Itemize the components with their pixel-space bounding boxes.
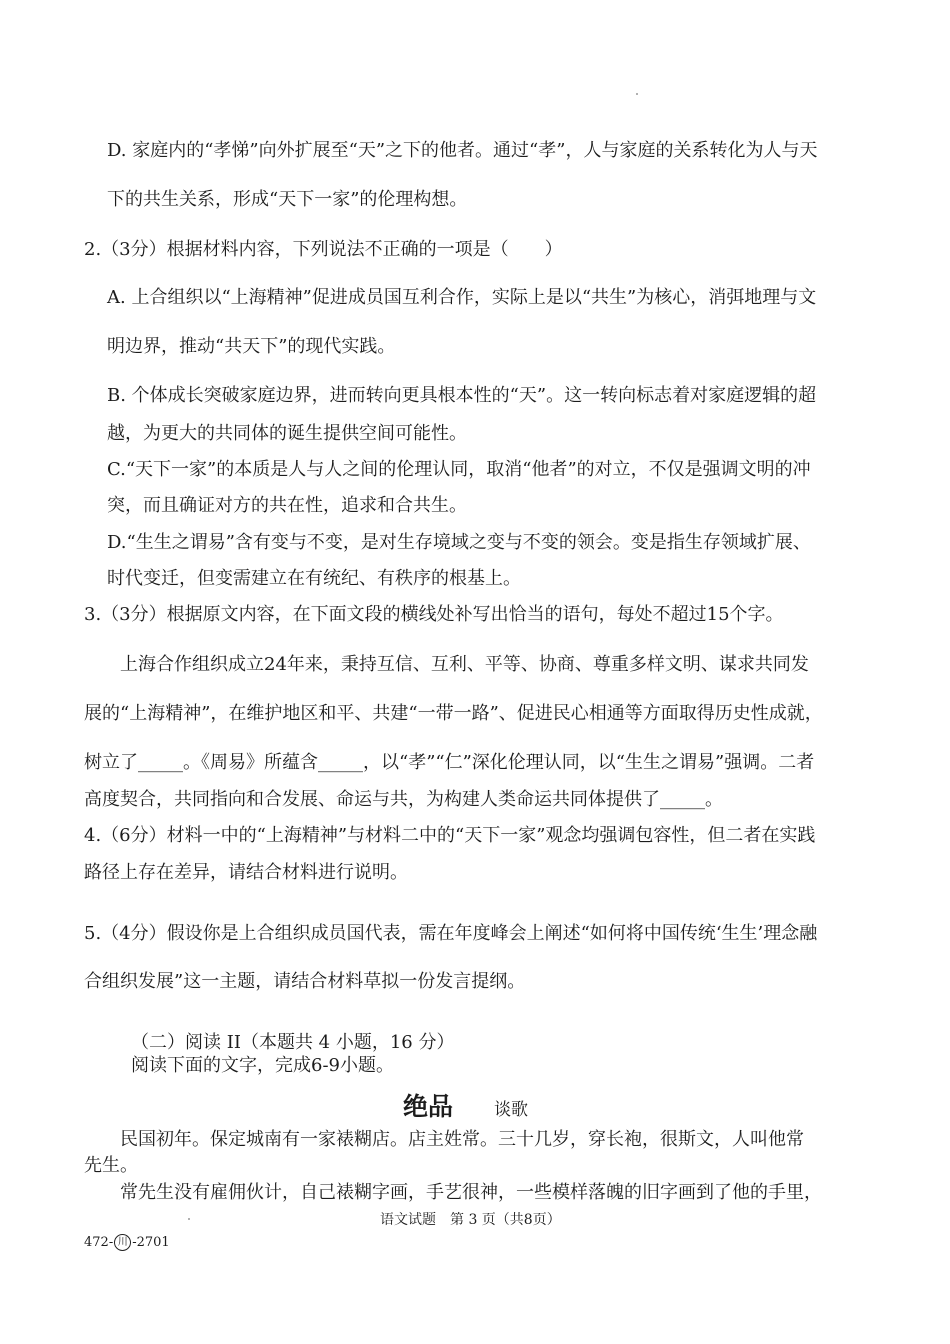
story-author: 谈歌 (494, 1100, 528, 1120)
q2-option-b-line1: B. 个体成长突破家庭边界，进而转向更具根本性的“天”。这一转向标志着对家庭逻辑的超 (107, 385, 817, 406)
exam-code (84, 1234, 170, 1251)
q3-passage-line1: 上海合作组织成立24年来，秉持互信、互利、平等、协商、尊重多样文明、谋求共同发 (120, 654, 809, 675)
q3-passage-line2: 展的“上海精神”，在维护地区和平、共建“一带一路”、促进民心相通等方面取得历史性成就， (84, 703, 823, 724)
q4-line1: 4.（6分）材料一中的“上海精神”与材料二中的“天下一家”观念均强调包容性，但二者在实践 (84, 825, 816, 846)
q2-option-b-line2: 越，为更大的共同体的诞生提供空间可能性。 (107, 423, 467, 444)
q2-option-a-line1: A. 上合组织以“上海精神”促进成员国互利合作，实际上是以“共生”为核心，消弭地理与文 (107, 287, 817, 308)
story-paragraph1-line1: 民国初年。保定城南有一家裱糊店。店主姓常。三十几岁，穿长袍，很斯文，人叫他常 (120, 1129, 804, 1150)
q4-line2: 路径上存在差异，请结合材料进行说明。 (84, 862, 408, 883)
q1-option-d-line2: 下的共生关系，形成“天下一家”的伦理构想。 (107, 189, 468, 210)
q2-option-c-line2: 突，而且确证对方的共在性，追求和合共生。 (107, 495, 467, 516)
q5-line2: 合组织发展”这一主题，请结合材料草拟一份发言提纲。 (84, 971, 526, 992)
story-paragraph2-line1: 常先生没有雇佣伙计，自己裱糊字画，手艺很神，一些模样落魄的旧字画到了他的手里， (120, 1182, 822, 1203)
scan-speck (636, 93, 638, 95)
exam-code-suffix: -2701 (132, 1235, 170, 1250)
q5-line1: 5.（4分）假设你是上合组织成员国代表，需在年度峰会上阐述“如何将中国传统‘生生’理念融 (84, 923, 818, 944)
q3-passage-line4: 高度契合，共同指向和合发展、命运与共，为构建人类命运共同体提供了_____。 (84, 789, 723, 810)
q1-option-d-line1: D. 家庭内的“孝悌”向外扩展至“天”之下的他者。通过“孝”，人与家庭的关系转化为人与天 (107, 140, 818, 161)
story-title: 绝品 (403, 1092, 454, 1121)
section2-heading: （二）阅读 II（本题共 4 小题，16 分） (131, 1032, 455, 1053)
section2-instruction: 阅读下面的文字，完成6-9小题。 (131, 1055, 394, 1076)
scan-speck (188, 1218, 190, 1220)
q2-option-d-line2: 时代变迁，但变需建立在有统纪、有秩序的根基上。 (107, 568, 521, 589)
story-paragraph1-line2: 先生。 (84, 1155, 138, 1176)
q2-option-d-line1: D.“生生之谓易”含有变与不变，是对生存境域之变与不变的领会。变是指生存领域扩展、 (107, 532, 811, 553)
q3-stem: 3.（3分）根据原文内容，在下面文段的横线处补写出恰当的语句，每处不超过15个字。 (84, 604, 784, 625)
exam-code-circle: 川 (114, 1234, 131, 1251)
page-number: 语文试题 第 3 页（共8页） (380, 1212, 561, 1228)
q2-option-a-line2: 明边界，推动“共天下”的现代实践。 (107, 336, 396, 357)
q3-passage-line3: 树立了_____。《周易》所蕴含_____，以“孝”“仁”深化伦理认同，以“生生之谓易”强调。二者 (84, 752, 815, 773)
exam-code-prefix: 472- (84, 1235, 114, 1250)
q2-option-c-line1: C.“天下一家”的本质是人与人之间的伦理认同，取消“他者”的对立，不仅是强调文明的冲 (107, 459, 811, 480)
q2-stem: 2.（3分）根据材料内容，下列说法不正确的一项是（ ） (84, 239, 563, 260)
